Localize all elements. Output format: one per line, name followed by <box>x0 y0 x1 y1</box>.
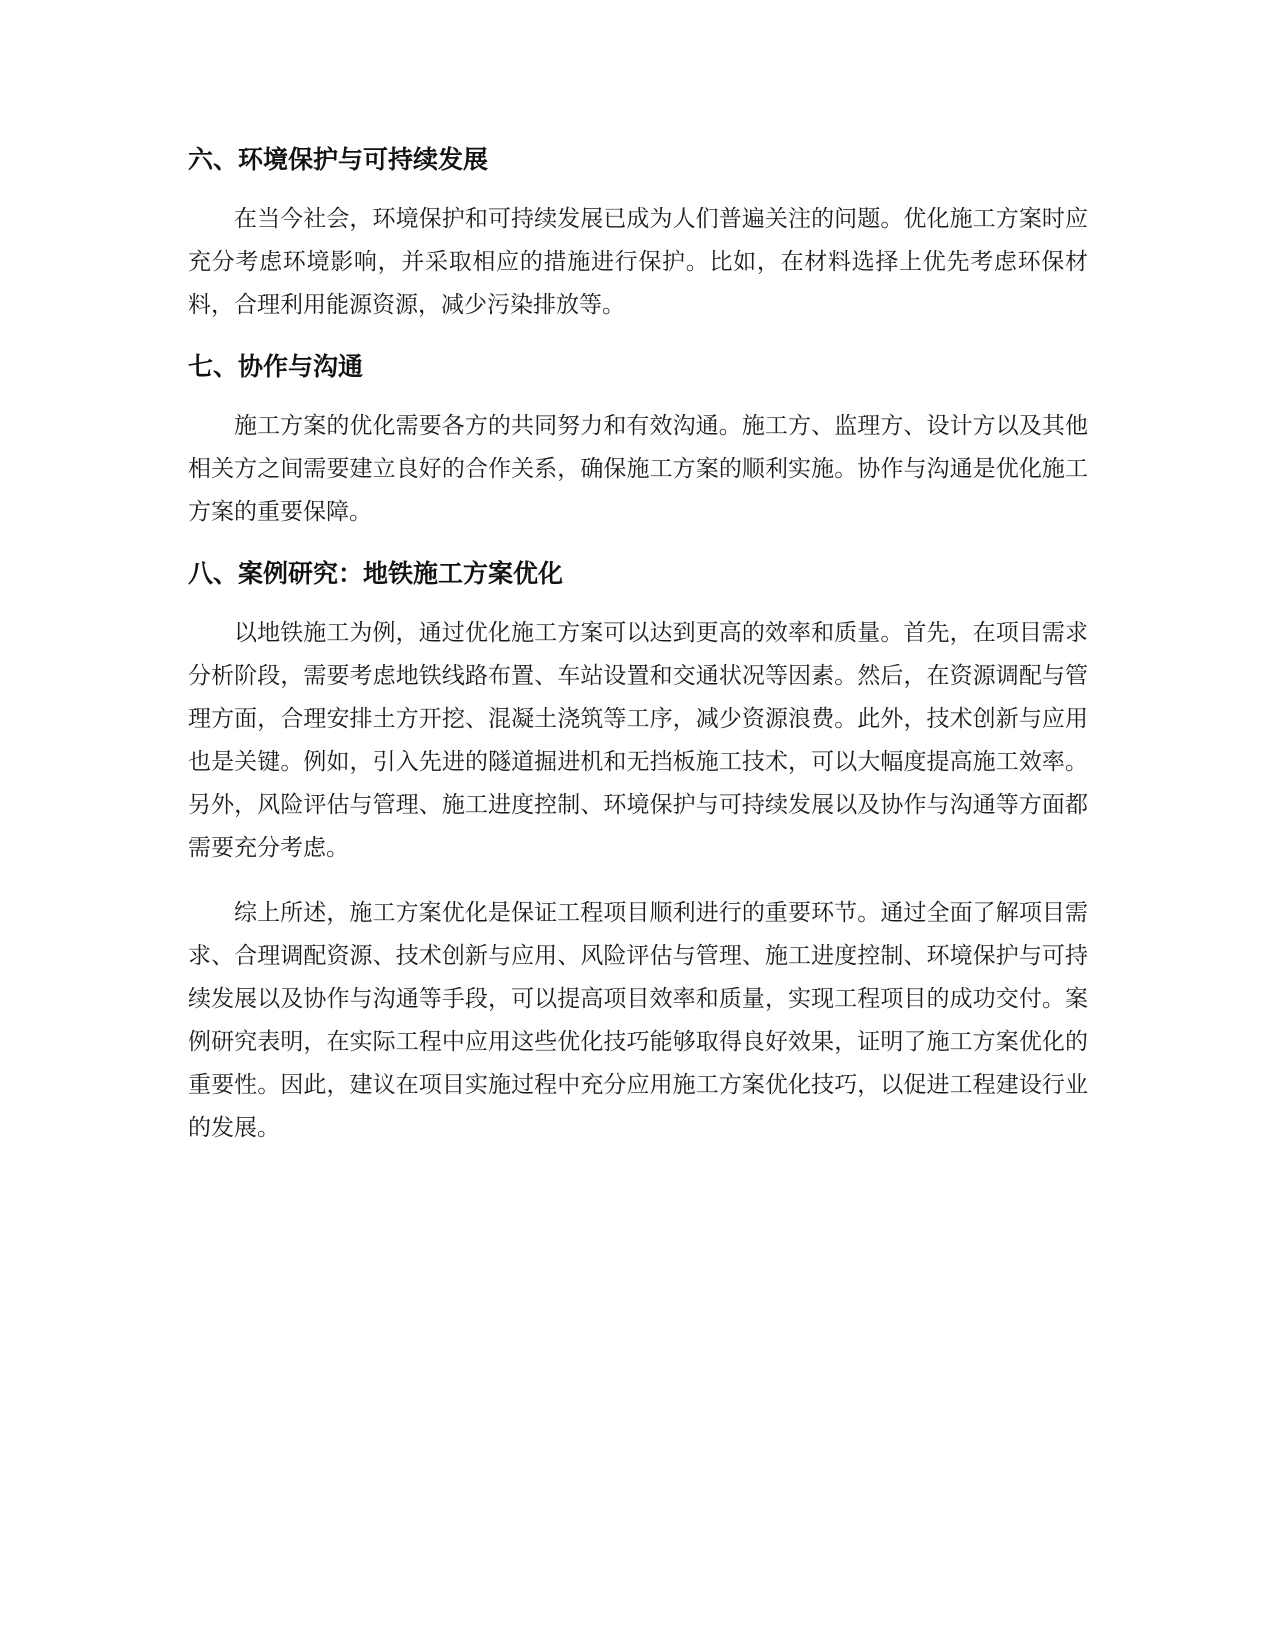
paragraph-environment: 在当今社会，环境保护和可持续发展已成为人们普遍关注的问题。优化施工方案时应充分考虑环境影响，并采取相应的措施进行保护。比如，在材料选择上优先考虑环保材料，合理利用能源资源，减少污染排放等。 <box>188 206 1088 318</box>
paragraph-collaboration: 施工方案的优化需要各方的共同努力和有效沟通。施工方、监理方、设计方以及其他相关方之间需要建立良好的合作关系，确保施工方案的顺利实施。协作与沟通是优化施工方案的重要保障。 <box>188 413 1088 525</box>
document-body <box>188 142 1088 1150</box>
paragraph-case-study: 以地铁施工为例，通过优化施工方案可以达到更高的效率和质量。首先，在项目需求分析阶段，需要考虑地铁线路布置、车站设置和交通状况等因素。然后，在资源调配与管理方面，合理安排土方开挖、混凝土浇筑等工序，减少资源浪费。此外，技术创新与应用也是关键。例如，引入先进的隧道掘进机和无挡板施工技术，可以大幅度提高施工效率。另外，风险评估与管理、施工进度控制、环境保护与可持续发展以及协作与沟通等方面都需要充分考虑。 <box>188 620 1088 861</box>
section-heading-case-study: 八、案例研究：地铁施工方案优化 <box>188 559 564 588</box>
section-heading-collaboration: 七、协作与沟通 <box>188 352 364 381</box>
paragraph-conclusion: 综上所述，施工方案优化是保证工程项目顺利进行的重要环节。通过全面了解项目需求、合理调配资源、技术创新与应用、风险评估与管理、施工进度控制、环境保护与可持续发展以及协作与沟通等手段，可以提高项目效率和质量，实现工程项目的成功交付。案例研究表明，在实际工程中应用这些优化技巧能够取得良好效果，证明了施工方案优化的重要性。因此，建议在项目实施过程中充分应用施工方案优化技巧，以促进工程建设行业的发展。 <box>188 900 1088 1141</box>
section-heading-environment: 六、环境保护与可持续发展 <box>188 145 489 174</box>
